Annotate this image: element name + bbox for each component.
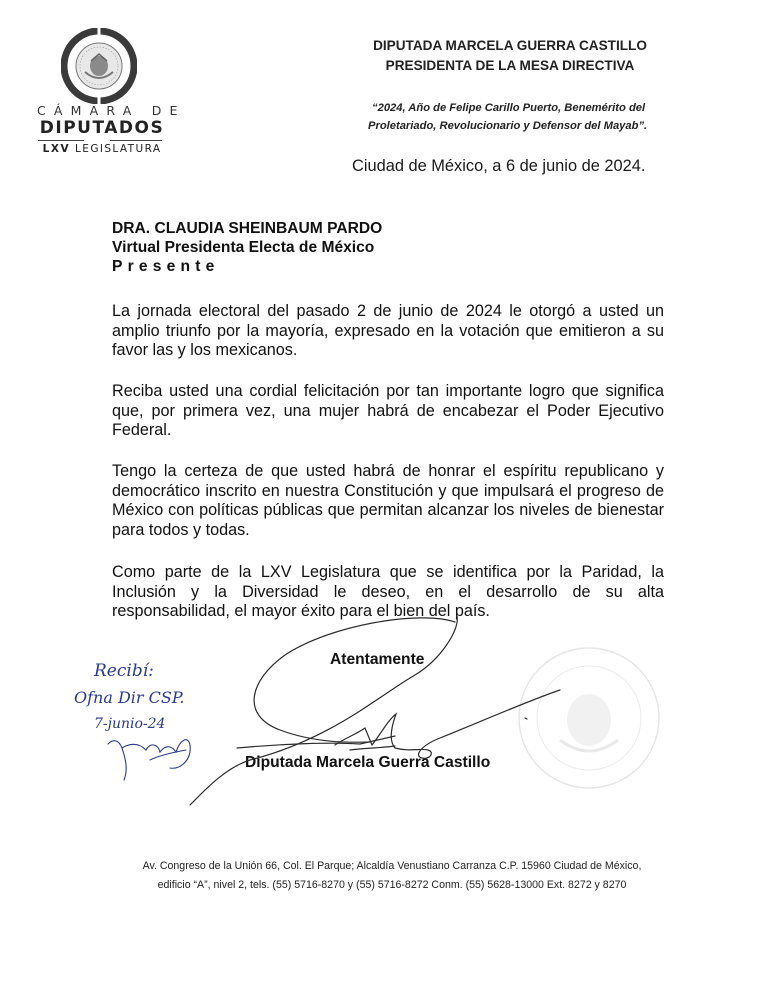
- logo-legislatura: [37, 143, 167, 156]
- signature: [190, 616, 560, 805]
- body-paragraph: Tengo la certeza de que usted habrá de honrar el espíritu republicano y democrático inscrito en nuestra Constitución y que impulsará el progreso de México con políticas públicas que permitan alcanzar los niveles de bienestar para todos y todas.: [112, 462, 664, 539]
- receipt-note-line-2: Ofna Dir CSP.: [74, 688, 185, 707]
- addressee-name: DRA. CLAUDIA SHEINBAUM PARDO: [112, 220, 383, 237]
- body-paragraph: Como parte de la LXV Legislatura que se identifica por la Paridad, la Inclusión y la Diversidad le deseo, en el desarrollo de su alta responsabilidad, el mayor éxito para el bien del país.: [112, 563, 664, 621]
- footer-address-line-2: edificio “A”, nivel 2, tels. (55) 5716-8270 y (55) 5716-8272 Conm. (55) 5628-13000 Ext. 8272 y 8270: [157, 879, 627, 891]
- signer-name: Diputada Marcela Guerra Castillo: [245, 754, 491, 771]
- receipt-note-line-1: Recibí:: [94, 661, 154, 681]
- valediction: Atentamente: [330, 651, 425, 668]
- handwritten-receipt-note: [74, 661, 190, 780]
- footer-address-line-1: Av. Congreso de la Unión 66, Col. El Parque; Alcaldía Venustiano Carranza C.P. 15960 Ciudad de México,: [142, 860, 642, 872]
- addressee-salutation: Presente: [112, 258, 220, 275]
- chamber-seal-logo: [61, 28, 137, 104]
- sender-name-heading: DIPUTADA MARCELA GUERRA CASTILLO: [373, 38, 647, 53]
- receipt-note-line-3: 7-junio-24: [94, 716, 166, 732]
- official-stamp: [519, 648, 659, 788]
- body-paragraph: La jornada electoral del pasado 2 de junio de 2024 le otorgó a usted un amplio triunfo por la mayoría, expresado en la votación que emitieron a su favor las y los mexicanos.: [112, 302, 664, 360]
- logo-divider-right: [110, 140, 162, 141]
- logo-legislatura-number: LXV: [42, 143, 71, 155]
- logo-legislatura-label: LEGISLATURA: [75, 143, 162, 155]
- motto-line-2: Proletariado, Revolucionario y Defensor del Mayab”.: [368, 120, 648, 132]
- official-motto: [368, 99, 698, 135]
- motto-line-1: “2024, Año de Felipe Carillo Puerto, Benemérito del: [372, 102, 646, 114]
- sender-title-heading: PRESIDENTA DE LA MESA DIRECTIVA: [385, 58, 635, 73]
- logo-divider-left: [38, 140, 84, 141]
- body-paragraph: Reciba usted una cordial felicitación por tan importante logro que significa que, por primera vez, una mujer habrá de encabezar el Poder Ejecutivo Federal.: [112, 382, 664, 440]
- letter-date: Ciudad de México, a 6 de junio de 2024.: [352, 157, 646, 175]
- addressee-title: Virtual Presidenta Electa de México: [112, 239, 375, 256]
- logo-camara-text: CÁMARA DE: [37, 103, 186, 118]
- logo-diputados-text: DIPUTADOS: [39, 118, 165, 138]
